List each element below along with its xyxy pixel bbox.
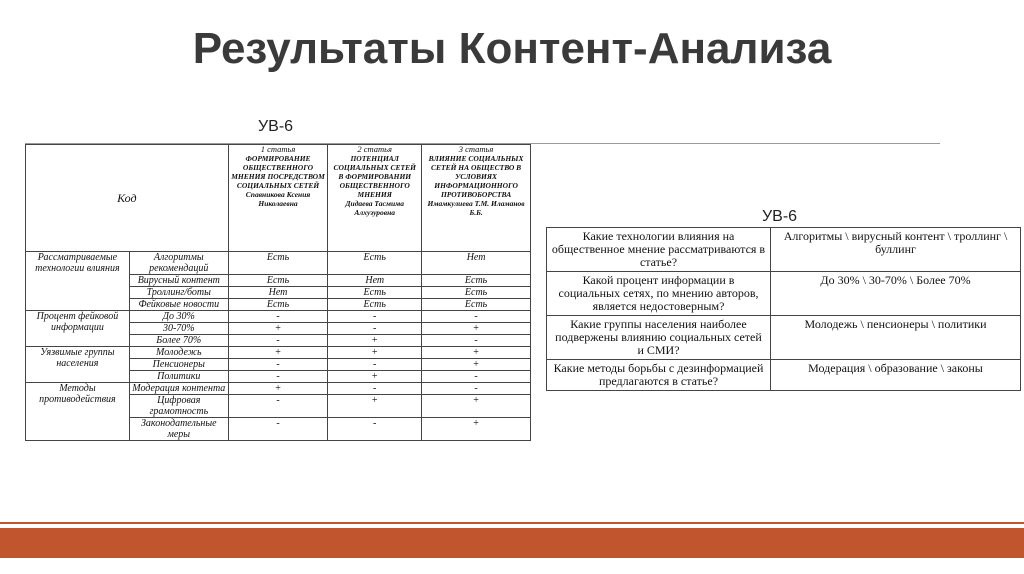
article-1-author: Спавникова Ксения Николаевна [245, 190, 311, 208]
row-label: Пенсионеры [129, 359, 228, 371]
cell-value: Есть [422, 299, 531, 311]
cell-value: - [328, 311, 422, 323]
cell-value: - [422, 335, 531, 347]
code-header: Код [26, 145, 229, 252]
cell-value: - [228, 418, 328, 441]
row-label: Молодежь [129, 347, 228, 359]
slide-title: Результаты Контент-Анализа [192, 24, 832, 73]
row-label: Политики [129, 371, 228, 383]
row-label: Троллинг/боты [129, 287, 228, 299]
answer-cell: Алгоритмы \ вирусный контент \ троллинг \ буллинг [771, 228, 1021, 272]
article-1-number: 1 статья [260, 144, 296, 154]
cell-value: + [422, 395, 531, 418]
question-cell: Какие группы населения наиболее подвержены влиянию социальных сетей и СМИ? [547, 316, 771, 360]
cell-value: - [328, 418, 422, 441]
question-cell: Какие методы борьбы с дезинформацией предлагаются в статье? [547, 360, 771, 391]
table1-caption: УВ-6 [258, 118, 294, 135]
cell-value: - [422, 371, 531, 383]
cell-value: + [422, 347, 531, 359]
row-label: Модерация контента [129, 383, 228, 395]
answer-cell: Модерация \ образование \ законы [771, 360, 1021, 391]
accent-line [0, 522, 1024, 524]
table-row [547, 272, 1021, 316]
coding-table [25, 144, 531, 441]
group-name: Процент фейковой информации [26, 311, 130, 347]
cell-value: - [228, 359, 328, 371]
article-3-header [422, 145, 531, 252]
cell-value: + [228, 323, 328, 335]
row-label: Цифровая грамотность [129, 395, 228, 418]
cell-value: + [228, 383, 328, 395]
group-name: Методы противодействия [26, 383, 130, 441]
article-3-author: Имамкулиева Т.М. Иламанов Б.Б. [427, 199, 525, 217]
accent-bar [0, 528, 1024, 558]
table-row [547, 360, 1021, 391]
table-row [26, 347, 531, 359]
cell-value: Нет [228, 287, 328, 299]
cell-value: - [228, 311, 328, 323]
article-3-title: ВЛИЯНИЕ СОЦИАЛЬНЫХ СЕТЕЙ НА ОБЩЕСТВО В УСЛОВИЯХ ИНФОРМАЦИОННОГО ПРОТИВОБОРСТВА [428, 154, 524, 199]
article-2-header [328, 145, 422, 252]
cell-value: Есть [328, 287, 422, 299]
cell-value: Есть [228, 299, 328, 311]
cell-value: + [328, 347, 422, 359]
cell-value: Есть [422, 275, 531, 287]
row-label: 30-70% [129, 323, 228, 335]
cell-value: + [422, 323, 531, 335]
article-3-number: 3 статья [458, 144, 494, 154]
answer-cell: Молодежь \ пенсионеры \ политики [771, 316, 1021, 360]
row-label: Более 70% [129, 335, 228, 347]
group-name: Рассматриваемые технологии влияния [26, 252, 130, 311]
cell-value: - [228, 395, 328, 418]
article-2-number: 2 статья [357, 144, 393, 154]
row-label: Фейковые новости [129, 299, 228, 311]
cell-value: Есть [228, 252, 328, 275]
question-cell: Какой процент информации в социальных сетях, по мнению авторов, является недостоверным? [547, 272, 771, 316]
cell-value: Есть [328, 299, 422, 311]
table-row [26, 311, 531, 323]
cell-value: Нет [328, 275, 422, 287]
cell-value: + [422, 418, 531, 441]
cell-value: + [228, 347, 328, 359]
article-2-title: ПОТЕНЦИАЛ СОЦИАЛЬНЫХ СЕТЕЙ В ФОРМИРОВАНИИ ОБЩЕСТВЕННОГО МНЕНИЯ [333, 154, 416, 199]
article-1-title: ФОРМИРОВАНИЕ ОБЩЕСТВЕННОГО МНЕНИЯ ПОСРЕДСТВОМ СОЦИАЛЬНЫХ СЕТЕЙ [231, 154, 325, 190]
article-1-header [228, 145, 328, 252]
cell-value: - [328, 383, 422, 395]
answer-cell: До 30% \ 30-70% \ Более 70% [771, 272, 1021, 316]
cell-value: + [328, 371, 422, 383]
row-label: Вирусный контент [129, 275, 228, 287]
cell-value: + [328, 335, 422, 347]
article-2-author: Дидаева Тасмима Алхузуровна [345, 199, 405, 217]
cell-value: Есть [328, 252, 422, 275]
row-label: Законодательные меры [129, 418, 228, 441]
cell-value: Нет [422, 252, 531, 275]
cell-value: Есть [422, 287, 531, 299]
cell-value: - [328, 323, 422, 335]
cell-value: + [328, 395, 422, 418]
cell-value: - [328, 359, 422, 371]
group-name: Уязвимые группы населения [26, 347, 130, 383]
table-row [547, 228, 1021, 272]
table-header-row [26, 145, 531, 252]
question-cell: Какие технологии влияния на общественное мнение рассматриваются в статье? [547, 228, 771, 272]
row-label: Алгоритмы рекомендаций [129, 252, 228, 275]
cell-value: + [422, 359, 531, 371]
cell-value: - [422, 311, 531, 323]
table-row [547, 316, 1021, 360]
cell-value: - [422, 383, 531, 395]
row-label: До 30% [129, 311, 228, 323]
table-row [26, 252, 531, 275]
table2-caption: УВ-6 [762, 208, 798, 225]
questions-table [546, 227, 1021, 391]
cell-value: Есть [228, 275, 328, 287]
cell-value: - [228, 371, 328, 383]
cell-value: - [228, 335, 328, 347]
table-row [26, 383, 531, 395]
